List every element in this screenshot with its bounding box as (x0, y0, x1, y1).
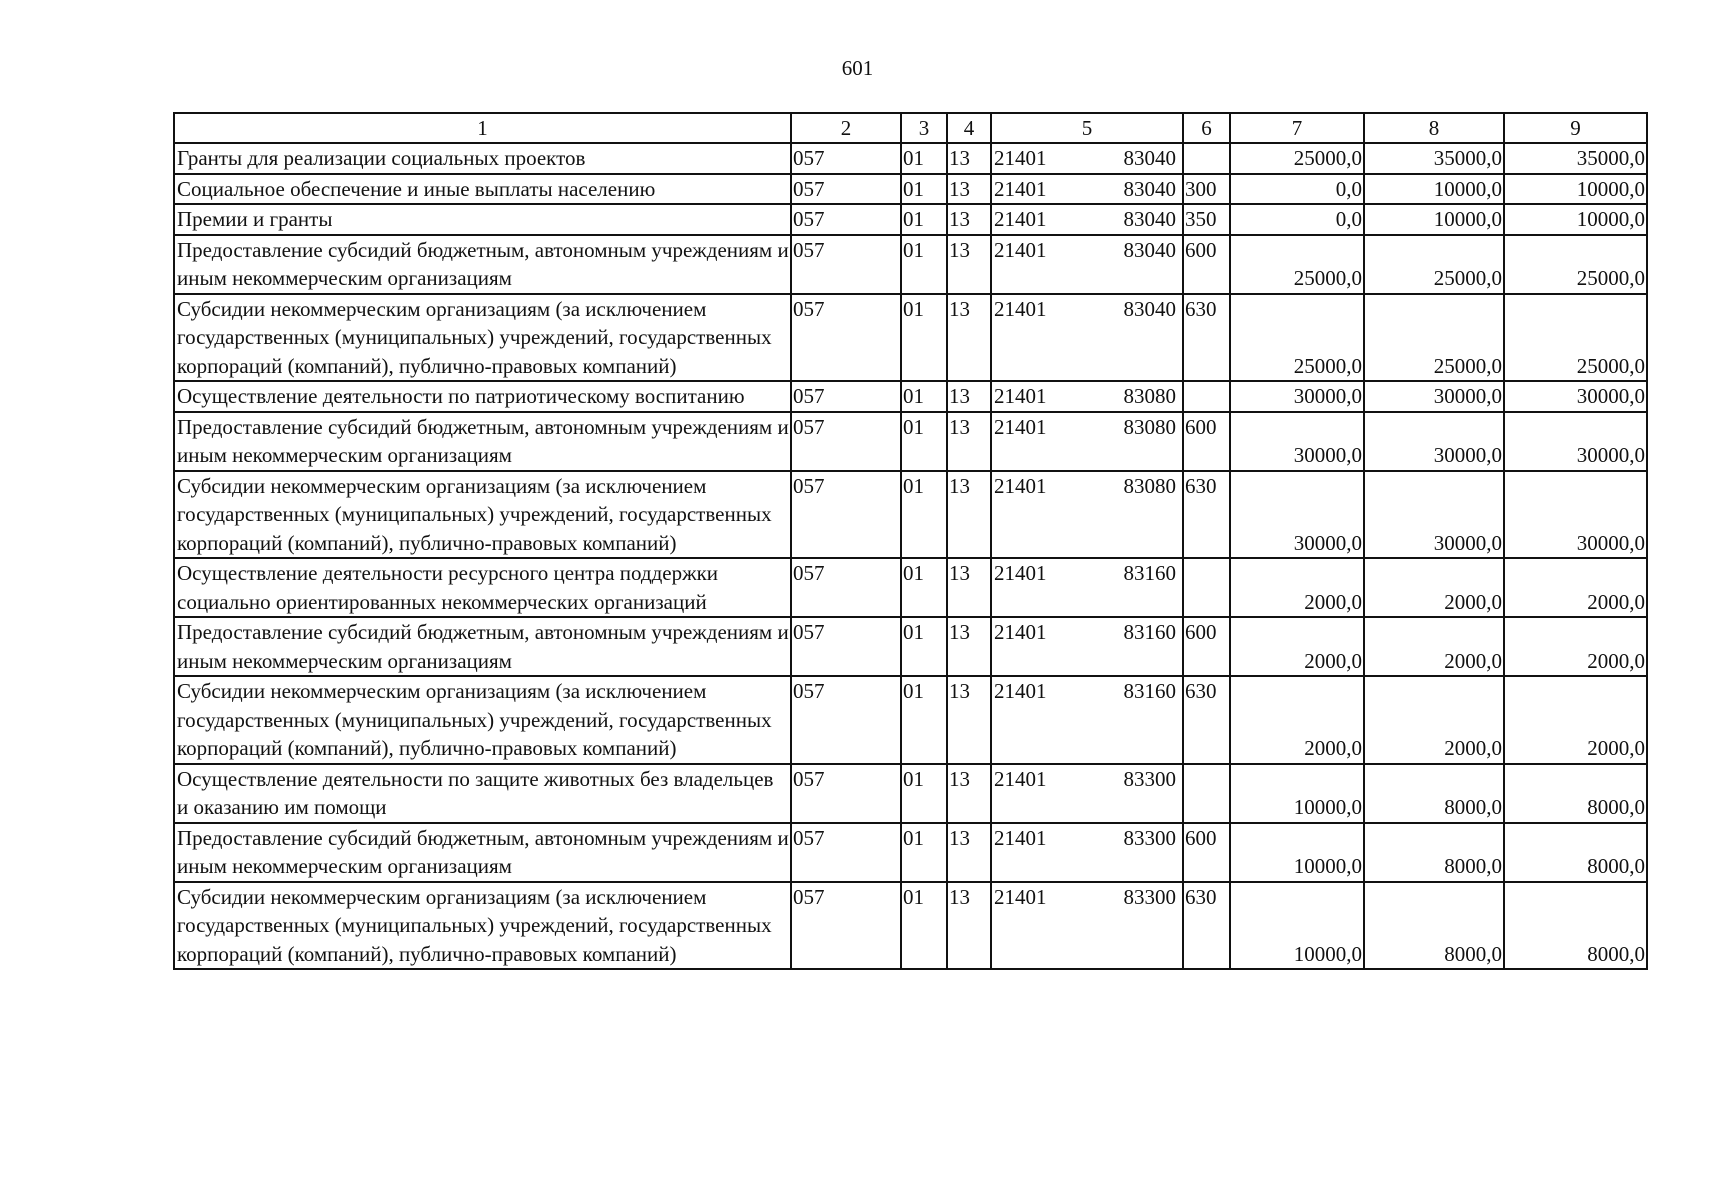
amount-9-cell: 2000,0 (1504, 617, 1647, 676)
header-cell: 1 (174, 113, 791, 143)
table-row (174, 471, 1647, 559)
code-4-cell: 13 (947, 235, 991, 294)
code-3-cell: 01 (901, 617, 947, 676)
code-5-part-b: 83040 (1123, 176, 1176, 201)
amount-7-cell: 2000,0 (1230, 676, 1364, 764)
code-3-cell: 01 (901, 174, 947, 205)
table-row (174, 381, 1647, 412)
code-5-group (994, 205, 1176, 234)
code-4-cell: 13 (947, 412, 991, 471)
code-5-part-a: 21401 (994, 146, 1047, 170)
code-6-cell: 630 (1183, 471, 1230, 559)
table-row (174, 558, 1647, 617)
header-cell: 6 (1183, 113, 1230, 143)
code-4-cell: 13 (947, 471, 991, 559)
amount-8-cell: 30000,0 (1364, 381, 1504, 412)
code-2-cell: 057 (791, 294, 901, 382)
code-2-cell: 057 (791, 204, 901, 235)
amount-9-cell: 25000,0 (1504, 235, 1647, 294)
amount-9-cell: 2000,0 (1504, 558, 1647, 617)
code-2-cell: 057 (791, 412, 901, 471)
amount-9-cell: 8000,0 (1504, 882, 1647, 970)
amount-9-cell: 2000,0 (1504, 676, 1647, 764)
amount-9-cell: 30000,0 (1504, 471, 1647, 559)
amount-8-cell: 10000,0 (1364, 204, 1504, 235)
amount-8-cell: 30000,0 (1364, 471, 1504, 559)
code-5-group (994, 559, 1176, 588)
code-5-part-a: 21401 (994, 766, 1047, 791)
code-6-cell (1183, 381, 1230, 412)
amount-7-cell: 10000,0 (1230, 823, 1364, 882)
code-5-part-b: 83040 (1123, 207, 1176, 231)
code-5-cell (991, 381, 1183, 412)
amount-7-cell: 2000,0 (1230, 617, 1364, 676)
amount-7-cell: 2000,0 (1230, 558, 1364, 617)
table-row (174, 676, 1647, 764)
code-4-cell: 13 (947, 764, 991, 823)
code-5-part-b: 83300 (1123, 884, 1176, 909)
row-name-cell: Премии и гранты (174, 204, 791, 235)
header-row (174, 113, 1647, 143)
code-5-part-a: 21401 (994, 473, 1047, 498)
code-5-group (994, 677, 1176, 706)
table-row (174, 143, 1647, 174)
amount-8-cell: 2000,0 (1364, 558, 1504, 617)
header-cell: 5 (991, 113, 1183, 143)
code-6-cell: 630 (1183, 676, 1230, 764)
row-name-cell: Осуществление деятельности по патриотическому воспитанию (174, 381, 791, 412)
code-5-part-b: 83040 (1123, 237, 1176, 262)
code-2-cell: 057 (791, 676, 901, 764)
code-3-cell: 01 (901, 235, 947, 294)
code-2-cell: 057 (791, 143, 901, 174)
code-5-group (994, 472, 1176, 501)
amount-8-cell: 25000,0 (1364, 235, 1504, 294)
code-3-cell: 01 (901, 764, 947, 823)
code-6-cell: 600 (1183, 412, 1230, 471)
row-name-cell: Осуществление деятельности ресурсного центра поддержки социально ориентированных некоммерческих организаций (174, 558, 791, 617)
code-5-part-a: 21401 (994, 207, 1047, 231)
code-5-part-b: 83080 (1123, 473, 1176, 498)
code-2-cell: 057 (791, 471, 901, 559)
code-5-part-b: 83300 (1123, 766, 1176, 791)
code-4-cell: 13 (947, 617, 991, 676)
code-5-group (994, 382, 1176, 411)
code-3-cell: 01 (901, 204, 947, 235)
header-cell: 9 (1504, 113, 1647, 143)
table-row (174, 823, 1647, 882)
amount-9-cell: 30000,0 (1504, 381, 1647, 412)
code-3-cell: 01 (901, 294, 947, 382)
table-row (174, 174, 1647, 205)
amount-8-cell: 25000,0 (1364, 294, 1504, 382)
amount-9-cell: 10000,0 (1504, 204, 1647, 235)
code-5-group (994, 175, 1176, 204)
row-name-cell: Субсидии некоммерческим организациям (за исключением государственных (муниципальных) учреждений, государственных корпораций (компаний), публично-правовых компаний) (174, 294, 791, 382)
table-row (174, 204, 1647, 235)
code-3-cell: 01 (901, 143, 947, 174)
code-5-part-a: 21401 (994, 176, 1047, 201)
amount-7-cell: 30000,0 (1230, 381, 1364, 412)
table-row (174, 617, 1647, 676)
code-5-part-b: 83160 (1123, 620, 1176, 644)
amount-7-cell: 30000,0 (1230, 471, 1364, 559)
amount-9-cell: 30000,0 (1504, 412, 1647, 471)
row-name-cell: Гранты для реализации социальных проектов (174, 143, 791, 174)
code-6-cell (1183, 764, 1230, 823)
code-5-group (994, 295, 1176, 324)
code-5-cell (991, 764, 1183, 823)
amount-8-cell: 8000,0 (1364, 882, 1504, 970)
code-3-cell: 01 (901, 882, 947, 970)
code-4-cell: 13 (947, 294, 991, 382)
row-name-cell: Социальное обеспечение и иные выплаты населению (174, 174, 791, 205)
code-4-cell: 13 (947, 143, 991, 174)
amount-9-cell: 10000,0 (1504, 174, 1647, 205)
code-5-cell (991, 294, 1183, 382)
code-3-cell: 01 (901, 412, 947, 471)
amount-9-cell: 35000,0 (1504, 143, 1647, 174)
code-2-cell: 057 (791, 558, 901, 617)
header-cell: 4 (947, 113, 991, 143)
code-5-cell (991, 823, 1183, 882)
table-row (174, 412, 1647, 471)
code-6-cell: 600 (1183, 617, 1230, 676)
code-3-cell: 01 (901, 676, 947, 764)
code-4-cell: 13 (947, 823, 991, 882)
row-name-cell: Субсидии некоммерческим организациям (за исключением государственных (муниципальных) учреждений, государственных корпораций (компаний), публично-правовых компаний) (174, 882, 791, 970)
code-5-part-a: 21401 (994, 414, 1047, 439)
code-5-part-b: 83040 (1123, 296, 1176, 321)
amount-7-cell: 25000,0 (1230, 143, 1364, 174)
code-5-part-a: 21401 (994, 237, 1047, 262)
code-5-part-b: 83160 (1123, 679, 1176, 703)
code-4-cell: 13 (947, 204, 991, 235)
table-row (174, 294, 1647, 382)
code-4-cell: 13 (947, 676, 991, 764)
code-5-group (994, 413, 1176, 442)
code-4-cell: 13 (947, 882, 991, 970)
amount-9-cell: 25000,0 (1504, 294, 1647, 382)
code-5-part-b: 83160 (1123, 561, 1176, 585)
code-2-cell: 057 (791, 174, 901, 205)
table-row (174, 882, 1647, 970)
code-2-cell: 057 (791, 823, 901, 882)
header-cell: 7 (1230, 113, 1364, 143)
row-name-cell: Осуществление деятельности по защите животных без владельцев и оказанию им помощи (174, 764, 791, 823)
amount-9-cell: 8000,0 (1504, 823, 1647, 882)
code-5-group (994, 618, 1176, 647)
budget-table (173, 112, 1648, 970)
code-5-part-a: 21401 (994, 825, 1047, 850)
code-5-part-a: 21401 (994, 561, 1047, 585)
page-number: 601 (841, 56, 874, 80)
row-name-cell: Субсидии некоммерческим организациям (за исключением государственных (муниципальных) учреждений, государственных корпораций (компаний), публично-правовых компаний) (174, 676, 791, 764)
code-6-cell (1183, 143, 1230, 174)
amount-8-cell: 35000,0 (1364, 143, 1504, 174)
amount-8-cell: 8000,0 (1364, 764, 1504, 823)
code-5-group (994, 824, 1176, 853)
code-5-cell (991, 882, 1183, 970)
code-5-cell (991, 235, 1183, 294)
table-body (174, 143, 1647, 969)
amount-8-cell: 2000,0 (1364, 617, 1504, 676)
amount-9-cell: 8000,0 (1504, 764, 1647, 823)
code-4-cell: 13 (947, 174, 991, 205)
code-5-part-a: 21401 (994, 296, 1047, 321)
code-5-group (994, 765, 1176, 794)
amount-8-cell: 30000,0 (1364, 412, 1504, 471)
code-5-cell (991, 676, 1183, 764)
code-5-cell (991, 471, 1183, 559)
code-5-part-a: 21401 (994, 620, 1047, 644)
code-5-cell (991, 617, 1183, 676)
amount-7-cell: 25000,0 (1230, 294, 1364, 382)
code-6-cell: 630 (1183, 882, 1230, 970)
code-6-cell: 300 (1183, 174, 1230, 205)
table-row (174, 235, 1647, 294)
code-4-cell: 13 (947, 381, 991, 412)
amount-8-cell: 8000,0 (1364, 823, 1504, 882)
code-5-cell (991, 143, 1183, 174)
code-6-cell: 350 (1183, 204, 1230, 235)
code-5-group (994, 144, 1176, 173)
amount-7-cell: 10000,0 (1230, 882, 1364, 970)
amount-7-cell: 25000,0 (1230, 235, 1364, 294)
row-name-cell: Субсидии некоммерческим организациям (за исключением государственных (муниципальных) учреждений, государственных корпораций (компаний), публично-правовых компаний) (174, 471, 791, 559)
code-5-part-a: 21401 (994, 384, 1047, 408)
code-5-part-b: 83040 (1123, 146, 1176, 170)
code-5-cell (991, 412, 1183, 471)
code-2-cell: 057 (791, 882, 901, 970)
code-2-cell: 057 (791, 381, 901, 412)
code-6-cell: 600 (1183, 823, 1230, 882)
code-2-cell: 057 (791, 617, 901, 676)
code-6-cell (1183, 558, 1230, 617)
code-5-cell (991, 174, 1183, 205)
code-5-part-a: 21401 (994, 884, 1047, 909)
code-5-part-b: 83300 (1123, 825, 1176, 850)
amount-8-cell: 2000,0 (1364, 676, 1504, 764)
code-3-cell: 01 (901, 823, 947, 882)
amount-7-cell: 0,0 (1230, 174, 1364, 205)
header-cell: 3 (901, 113, 947, 143)
code-5-group (994, 883, 1176, 912)
code-3-cell: 01 (901, 381, 947, 412)
code-5-part-b: 83080 (1123, 384, 1176, 408)
row-name-cell: Предоставление субсидий бюджетным, автономным учреждениям и иным некоммерческим организациям (174, 823, 791, 882)
amount-7-cell: 0,0 (1230, 204, 1364, 235)
code-5-cell (991, 558, 1183, 617)
row-name-cell: Предоставление субсидий бюджетным, автономным учреждениям и иным некоммерческим организациям (174, 412, 791, 471)
code-3-cell: 01 (901, 471, 947, 559)
amount-7-cell: 10000,0 (1230, 764, 1364, 823)
amount-7-cell: 30000,0 (1230, 412, 1364, 471)
code-6-cell: 600 (1183, 235, 1230, 294)
code-4-cell: 13 (947, 558, 991, 617)
code-3-cell: 01 (901, 558, 947, 617)
code-2-cell: 057 (791, 235, 901, 294)
code-2-cell: 057 (791, 764, 901, 823)
code-6-cell: 630 (1183, 294, 1230, 382)
header-cell: 2 (791, 113, 901, 143)
code-5-part-b: 83080 (1123, 414, 1176, 439)
code-5-cell (991, 204, 1183, 235)
header-cell: 8 (1364, 113, 1504, 143)
amount-8-cell: 10000,0 (1364, 174, 1504, 205)
row-name-cell: Предоставление субсидий бюджетным, автономным учреждениям и иным некоммерческим организациям (174, 617, 791, 676)
table-row (174, 764, 1647, 823)
code-5-part-a: 21401 (994, 679, 1047, 703)
row-name-cell: Предоставление субсидий бюджетным, автономным учреждениям и иным некоммерческим организациям (174, 235, 791, 294)
code-5-group (994, 236, 1176, 265)
